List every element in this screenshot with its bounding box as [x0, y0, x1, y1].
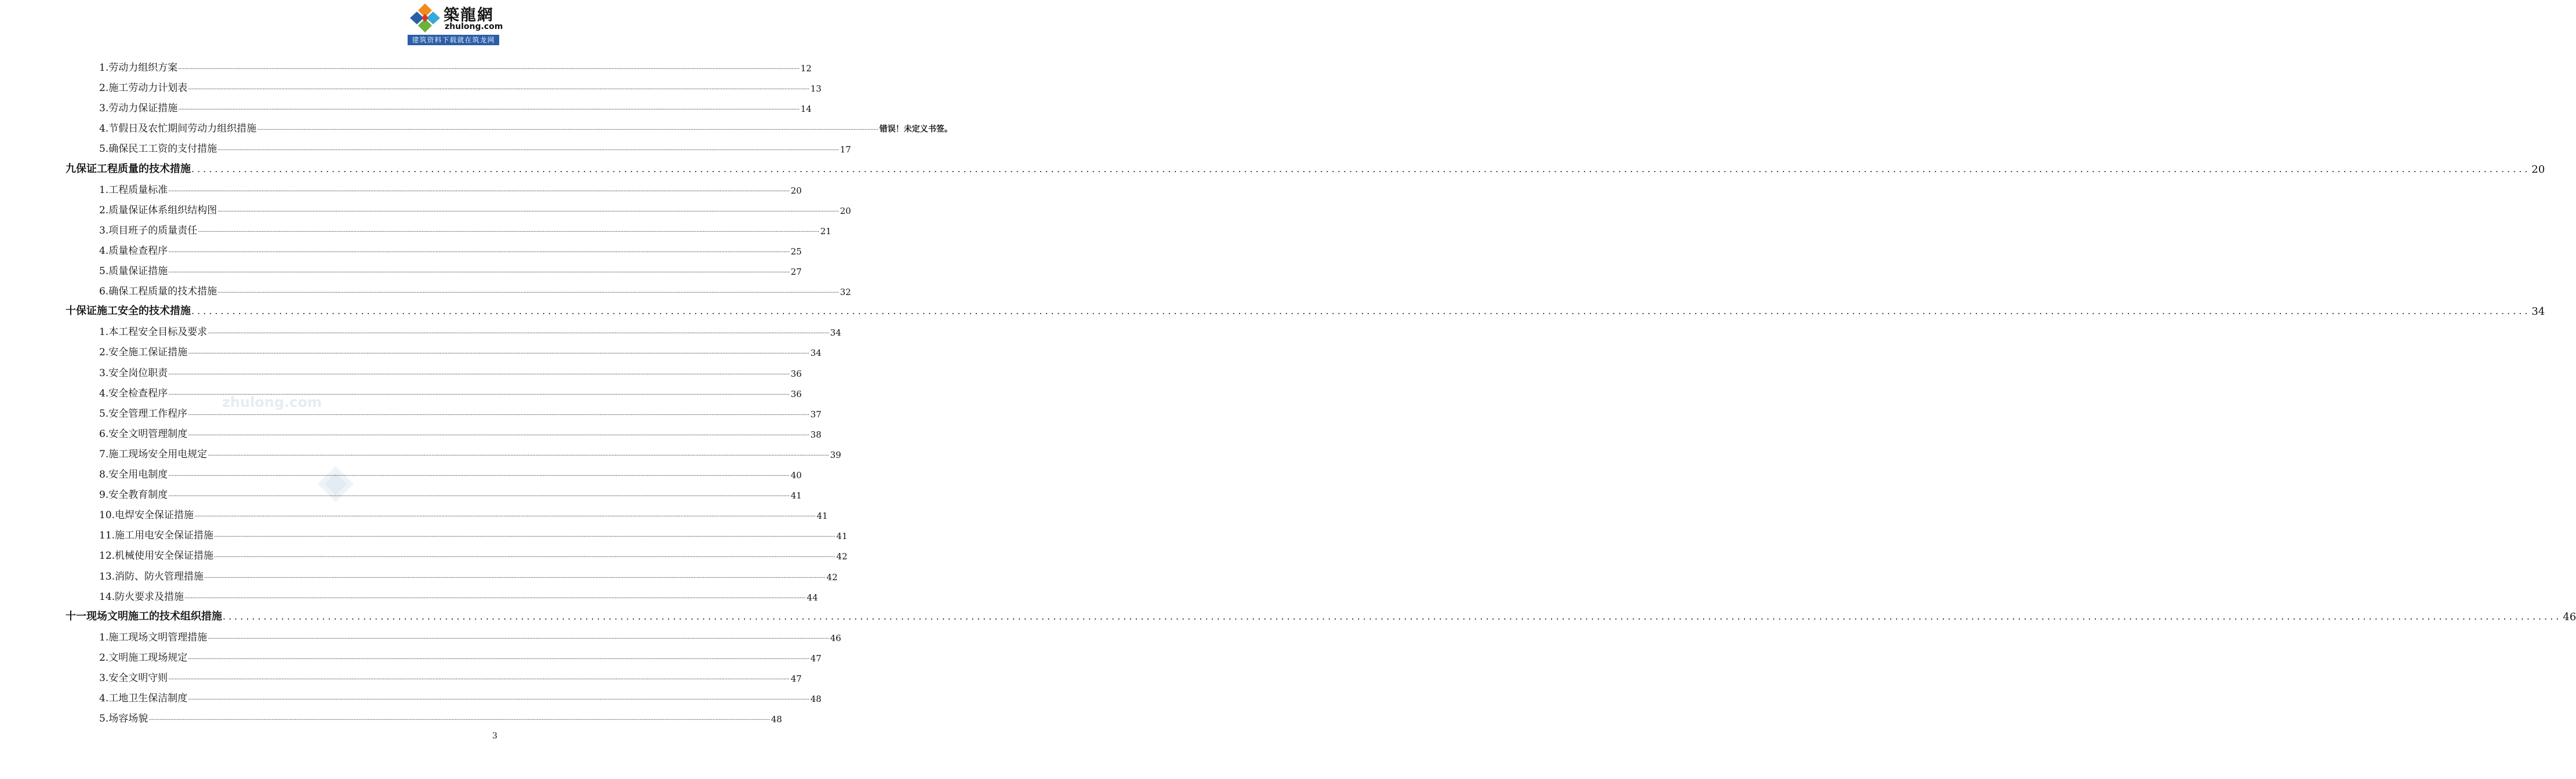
toc-entry[interactable] [99, 423, 822, 440]
toc-page-number: 48 [771, 714, 782, 725]
toc-entry-number: 1. [99, 326, 109, 338]
toc-page-number: 48 [810, 694, 822, 705]
toc-entry-number: 5. [99, 713, 109, 725]
toc-entry[interactable] [99, 626, 841, 643]
toc-entry[interactable] [99, 646, 822, 664]
toc-entry-title: 机械使用安全保证措施 [115, 550, 214, 562]
toc-entry-number: 3. [99, 103, 109, 115]
toc-entry-number: 1. [99, 631, 109, 643]
toc-entry-number: 2. [99, 204, 109, 216]
toc-entry-title: 施工现场安全用电规定 [108, 448, 208, 460]
toc-entry-title: 确保工程质量的技术措施 [108, 286, 217, 298]
toc-entry[interactable] [99, 321, 841, 338]
toc-entry[interactable] [99, 544, 848, 562]
toc-entry[interactable] [99, 179, 802, 196]
toc-dot-leader: ................................................................................................................................................................................................................................................................................................................................................................................................................ [188, 85, 809, 92]
toc-entry-number: 十一 [66, 610, 86, 623]
toc-page-number: 40 [790, 470, 802, 480]
toc-bookmark-error: 错误！未定义书签。 [879, 125, 953, 134]
toc-page-number: 36 [790, 388, 802, 399]
toc-section-entry[interactable] [66, 300, 2545, 318]
toc-entry-title: 施工劳动力计划表 [108, 82, 188, 94]
toc-entry-number: 5. [99, 265, 109, 277]
toc-entry-title: 电焊安全保证措施 [115, 509, 194, 522]
toc-page-number: 38 [810, 429, 822, 440]
toc-page-number: 47 [790, 674, 802, 684]
toc-entry[interactable] [99, 137, 851, 155]
toc-entry-number: 14. [99, 591, 115, 603]
toc-dot-leader: ................................................................................................................................................................................................................................................................................................................................................................................................................ [194, 512, 816, 519]
toc-entry-number: 3. [99, 672, 109, 684]
toc-entry-number: 4. [99, 245, 109, 257]
toc-section-entry[interactable] [66, 606, 2576, 623]
toc-entry-title: 防火要求及措施 [115, 591, 184, 603]
toc-page-number: 42 [836, 551, 848, 562]
toc-entry[interactable] [99, 239, 802, 257]
toc-entry-number: 8. [99, 469, 109, 480]
toc-dot-leader: ................................................................................................................................................................................................................................................................................................................................................................................................................ [168, 390, 790, 396]
toc-dot-leader: ................................................................................................................................................................................................................................................................................................................................................................................................................ [188, 410, 809, 417]
toc-entry-number: 9. [99, 489, 109, 501]
toc-entry-title: 劳动力组织方案 [108, 62, 178, 74]
toc-entry[interactable] [99, 341, 822, 359]
toc-page-number: 36 [790, 368, 802, 379]
logo-chinese-name: 築龍網 [444, 6, 494, 24]
toc-entry-title: 场容场貌 [108, 713, 148, 725]
toc-entry-number: 11. [99, 530, 115, 542]
toc-dot-leader: ................................................................................................................................................................................................................................................................................................................................................................................................................ [178, 64, 800, 71]
toc-dot-leader: ................................................................................................................................................................................................................................................................................................................................................................................................................ [168, 492, 790, 498]
toc-entry-title: 安全教育制度 [108, 489, 168, 501]
toc-entry-title: 项目班子的质量责任 [108, 224, 198, 236]
toc-entry-number: 2. [99, 651, 109, 664]
toc-dot-leader: ................................................................................................................................................................................................................................................................................................................................................................................................................ [168, 369, 790, 376]
toc-entry-title: 安全文明守则 [108, 672, 168, 684]
toc-entry-number: 2. [99, 82, 109, 94]
toc-entry-number: 2. [99, 347, 109, 359]
toc-dot-leader: ................................................................................................................................................................................................................................................................................................................................................................................................................ [208, 329, 829, 336]
toc-page-number: 37 [810, 409, 822, 420]
toc-dot-leader: ................................................................................................................................................................................................................................................................................................................................................................................................................ [214, 532, 835, 539]
toc-entry[interactable] [99, 565, 838, 583]
toc-entry-title: 安全管理工作程序 [108, 407, 188, 420]
toc-entry-title: 劳动力保证措施 [108, 103, 178, 115]
toc-page-number: 32 [840, 287, 851, 298]
toc-entry-title: 本工程安全目标及要求 [108, 326, 208, 338]
toc-dot-leader: ................................................................................................................................................................................................................................................................................................................................................................................................................ [168, 186, 790, 193]
toc-entry-title: 安全检查程序 [108, 387, 168, 399]
toc-entry-number: 九 [66, 162, 76, 175]
toc-dot-leader: ................................................................................................................................................................................................................................................................................................................................................................................................................ [184, 593, 806, 600]
toc-page-number: 12 [800, 63, 812, 74]
toc-entry-number: 3. [99, 367, 109, 379]
toc-entry-number: 12. [99, 550, 115, 562]
toc-entry-number: 13. [99, 570, 115, 583]
toc-entry[interactable] [99, 483, 802, 501]
toc-entry-number: 10. [99, 509, 115, 522]
toc-dot-leader: ................................................................................................................................................................................................................................................................................................................................................................................................................ [198, 227, 819, 234]
toc-entry-number: 4. [99, 123, 109, 135]
toc-page-number: 41 [790, 490, 802, 501]
toc-entry[interactable] [99, 260, 802, 277]
toc-entry-title: 质量保证措施 [108, 265, 168, 277]
toc-entry[interactable] [99, 524, 848, 542]
toc-page-number: 21 [820, 225, 831, 236]
toc-entry-title: 安全文明管理制度 [108, 428, 188, 440]
toc-entry[interactable] [99, 585, 818, 603]
toc-page-number: 25 [790, 246, 802, 257]
toc-entry-number: 7. [99, 448, 109, 460]
toc-page-number: 47 [810, 653, 822, 664]
toc-entry-title: 现场文明施工的技术组织措施 [86, 610, 222, 623]
toc-page-number: 14 [800, 104, 812, 115]
toc-page-number: 34 [810, 348, 822, 359]
toc-dot-leader: ................................................................................................................................................................................................................................................................................................................................................................................................................ [188, 430, 809, 437]
toc-page-number: 46 [830, 632, 841, 643]
toc-entry[interactable] [99, 463, 802, 480]
logo-domain: zhulong.com [445, 22, 503, 31]
toc-entry-title: 质量保证体系组织结构图 [108, 204, 217, 216]
logo-slogan: 建筑资料下载就在筑龙网 [408, 35, 499, 45]
toc-dot-leader: ................................................................................................................................................................................................................................................................................................................................................................................................................ [178, 105, 800, 112]
toc-entry[interactable] [99, 362, 802, 379]
toc-dot-leader: ................................................................................................................................................................................................................................................................................................................................................................................................................ [191, 163, 2531, 174]
toc-entry[interactable] [99, 402, 822, 420]
toc-entry-title: 文明施工现场规定 [108, 651, 188, 664]
toc-entry-title: 节假日及农忙期间劳动力组织措施 [108, 123, 257, 135]
toc-page-number: 39 [830, 449, 841, 460]
toc-page-number: 46 [2563, 610, 2576, 623]
toc-entry-number: 5. [99, 407, 109, 420]
toc-entry[interactable] [99, 117, 953, 135]
toc-dot-leader: ................................................................................................................................................................................................................................................................................................................................................................................................................ [217, 288, 839, 295]
toc-entry[interactable] [99, 504, 828, 522]
toc-entry-number: 十 [66, 305, 76, 318]
toc-entry-number: 5. [99, 143, 109, 155]
toc-entry-number: 4. [99, 693, 109, 705]
toc-dot-leader: ................................................................................................................................................................................................................................................................................................................................................................................................................ [188, 654, 809, 661]
toc-dot-leader: ................................................................................................................................................................................................................................................................................................................................................................................................................ [217, 145, 839, 152]
toc-entry[interactable] [99, 382, 802, 399]
toc-entry-title: 保证施工安全的技术措施 [76, 305, 191, 318]
toc-page-number: 41 [836, 531, 848, 542]
toc-page-number: 13 [810, 83, 822, 94]
toc-dot-leader: ................................................................................................................................................................................................................................................................................................................................................................................................................ [188, 349, 809, 356]
toc-entry-title: 保证工程质量的技术措施 [76, 162, 191, 175]
toc-page-number: 34 [830, 327, 841, 338]
toc-entry-number: 1. [99, 62, 109, 74]
toc-entry-title: 安全施工保证措施 [108, 347, 188, 359]
toc-dot-leader: ................................................................................................................................................................................................................................................................................................................................................................................................................ [188, 695, 809, 702]
toc-entry-title: 安全岗位职责 [108, 367, 168, 379]
toc-dot-leader: ................................................................................................................................................................................................................................................................................................................................................................................................................ [214, 552, 835, 559]
toc-entry[interactable] [99, 687, 822, 705]
toc-entry-title: 工地卫生保洁制度 [108, 693, 188, 705]
toc-entry[interactable] [99, 56, 812, 74]
toc-page-number: 44 [806, 592, 818, 603]
toc-entry[interactable] [99, 97, 812, 115]
toc-dot-leader: ................................................................................................................................................................................................................................................................................................................................................................................................................ [168, 268, 790, 274]
toc-page-number: 20 [2531, 163, 2545, 176]
toc-dot-leader: ................................................................................................................................................................................................................................................................................................................................................................................................................ [191, 305, 2531, 317]
toc-page-number: 41 [816, 511, 828, 522]
toc-dot-leader: ................................................................................................................................................................................................................................................................................................................................................................................................................ [217, 206, 839, 213]
toc-entry-number: 3. [99, 224, 109, 236]
toc-entry-number: 6. [99, 428, 109, 440]
toc-dot-leader: ................................................................................................................................................................................................................................................................................................................................................................................................................ [223, 610, 2562, 622]
toc-page-number: 20 [840, 205, 851, 216]
toc-page-number: 42 [826, 571, 838, 583]
toc-entry-number: 6. [99, 286, 109, 298]
toc-dot-leader: ................................................................................................................................................................................................................................................................................................................................................................................................................ [168, 471, 790, 478]
toc-section-entry[interactable] [66, 158, 2545, 176]
toc-entry-number: 4. [99, 387, 109, 399]
toc-entry-title: 工程质量标准 [108, 184, 168, 196]
toc-entry[interactable] [99, 77, 822, 94]
toc-entry-title: 施工用电安全保证措施 [115, 530, 214, 542]
toc-page-number: 20 [790, 185, 802, 196]
toc-entry[interactable] [99, 443, 841, 460]
toc-dot-leader: ................................................................................................................................................................................................................................................................................................................................................................................................................ [257, 125, 878, 132]
toc-entry-title: 确保民工工资的支付措施 [108, 143, 217, 155]
toc-entry[interactable] [99, 219, 831, 236]
toc-entry[interactable] [99, 667, 802, 684]
toc-entry-title: 质量检查程序 [108, 245, 168, 257]
toc-entry[interactable] [99, 199, 851, 216]
toc-entry-number: 1. [99, 184, 109, 196]
watermark-text: zhulong.com [222, 394, 322, 410]
toc-entry-title: 消防、防火管理措施 [115, 570, 204, 583]
toc-entry-title: 安全用电制度 [108, 469, 168, 480]
page-number: 3 [492, 731, 497, 741]
toc-page-number: 34 [2531, 305, 2545, 318]
toc-entry[interactable] [99, 707, 782, 725]
toc-page-number: 27 [790, 267, 802, 277]
toc-dot-leader: ................................................................................................................................................................................................................................................................................................................................................................................................................ [204, 573, 826, 580]
toc-page-number: 17 [840, 144, 851, 155]
toc-dot-leader: ................................................................................................................................................................................................................................................................................................................................................................................................................ [168, 675, 790, 681]
toc-dot-leader: ................................................................................................................................................................................................................................................................................................................................................................................................................ [168, 247, 790, 254]
toc-dot-leader: ................................................................................................................................................................................................................................................................................................................................................................................................................ [148, 715, 770, 722]
toc-entry-title: 施工现场文明管理措施 [108, 631, 208, 643]
toc-dot-leader: ................................................................................................................................................................................................................................................................................................................................................................................................................ [208, 634, 829, 640]
toc-dot-leader: ................................................................................................................................................................................................................................................................................................................................................................................................................ [208, 450, 829, 457]
toc-entry[interactable] [99, 280, 851, 298]
